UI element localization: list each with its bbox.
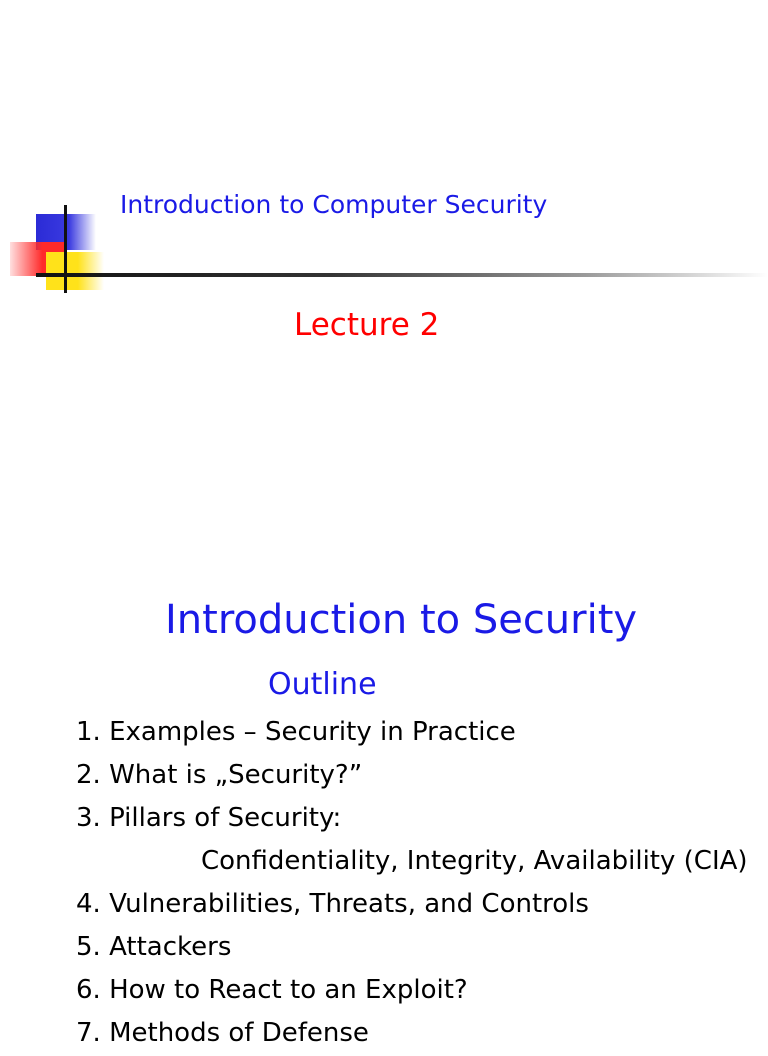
outline-item: 7. Methods of Defense (76, 1018, 369, 1048)
decoration-vertical-line (64, 205, 67, 293)
outline-list (76, 712, 748, 1056)
slide-decoration (0, 0, 120, 300)
slide-title: Introduction to Computer Security (120, 190, 548, 219)
title-underline (36, 273, 768, 277)
outline-heading: Outline (268, 667, 377, 702)
outline-item: 4. Vulnerabilities, Threats, and Controls (76, 889, 589, 919)
outline-item: 1. Examples – Security in Practice (76, 717, 516, 747)
section-title: Introduction to Security (165, 597, 638, 643)
lecture-label: Lecture 2 (294, 307, 440, 343)
outline-item: 6. How to React to an Exploit? (76, 975, 468, 1005)
outline-item: 5. Attackers (76, 932, 232, 962)
decoration-yellow-square (46, 252, 104, 290)
outline-item: 2. What is „Security?” (76, 760, 363, 790)
outline-item: 3. Pillars of Security: (76, 803, 342, 833)
outline-subitem: Confidentiality, Integrity, Availability (CIA) (201, 846, 748, 876)
